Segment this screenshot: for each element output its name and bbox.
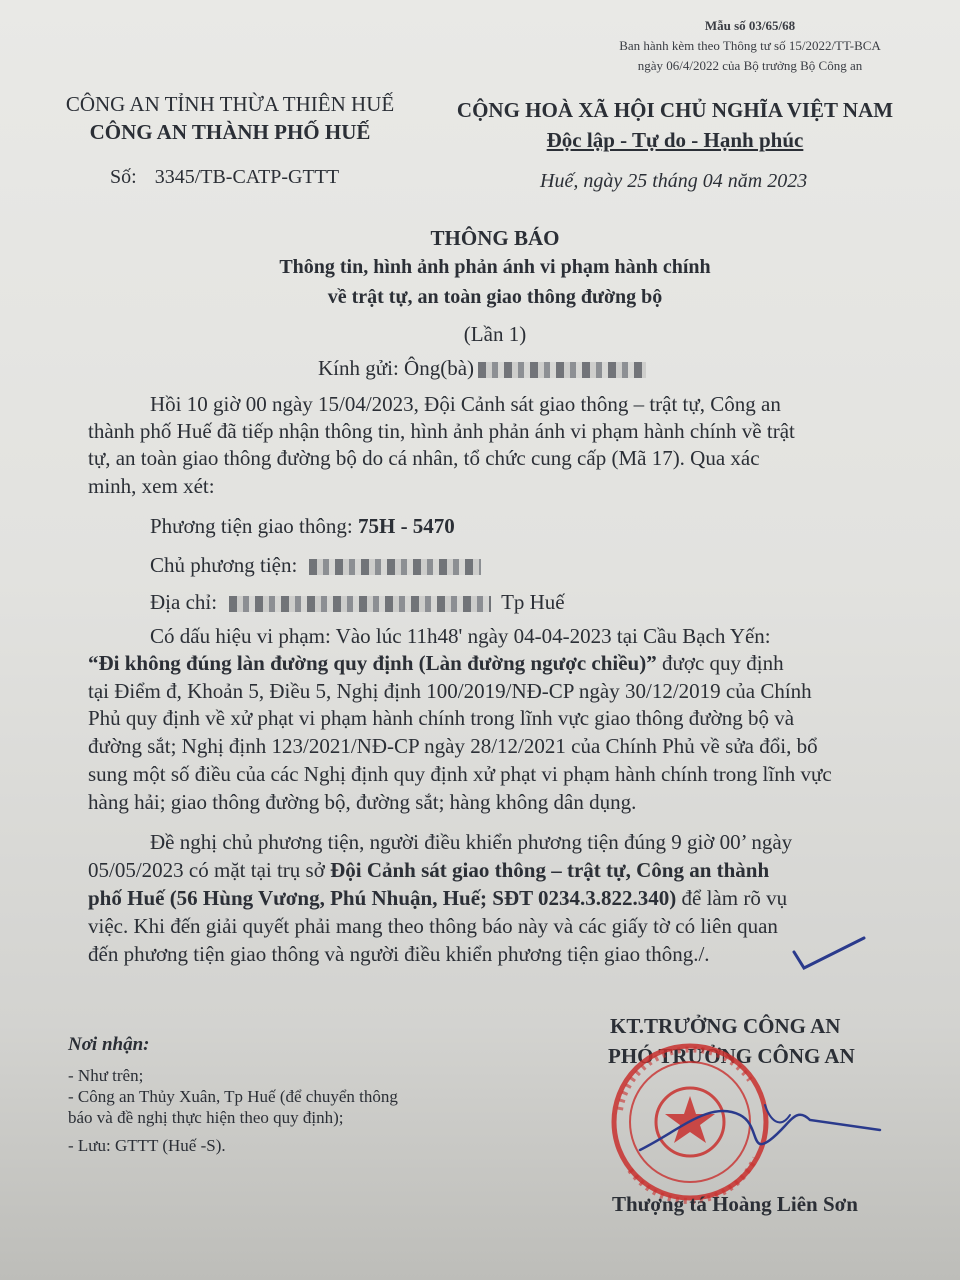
request-office: Đội Cảnh sát giao thông – trật tự, Công an thành <box>330 858 770 882</box>
violation-line: hàng hải; giao thông đường bộ, đường sắt; hàng không dân dụng. <box>88 790 637 814</box>
violation-type: “Đi không đúng làn đường quy định (Làn đường ngược chiều)” <box>88 651 657 675</box>
address-label: Địa chỉ: <box>150 590 218 614</box>
recipients-title: Nơi nhận: <box>68 1034 150 1055</box>
violation-line: tại Điểm đ, Khoản 5, Điều 5, Nghị định 100/2019/NĐ-CP ngày 30/12/2019 của Chính <box>88 679 812 703</box>
signer-name: Thượng tá Hoàng Liên Sơn <box>612 1192 858 1216</box>
recipient-item: - Công an Thủy Xuân, Tp Huế (để chuyển thông <box>68 1087 398 1106</box>
national-header <box>430 95 920 155</box>
document-number-value: 3345/TB-CATP-GTTT <box>154 166 340 188</box>
redacted-address <box>229 596 491 612</box>
owner-line <box>150 553 481 578</box>
form-code: Mẫu số 03/65/68 <box>704 18 796 33</box>
form-issuance-line: Ban hành kèm theo Thông tư số 15/2022/TT-BCA <box>619 38 881 53</box>
owner-label: Chủ phương tiện: <box>150 553 298 577</box>
signature-title-2: PHÓ TRƯỞNG CÔNG AN <box>608 1044 855 1068</box>
para1-line: thành phố Huế đã tiếp nhận thông tin, hình ảnh phản ánh vi phạm hành chính về trật <box>88 419 795 443</box>
violation-line: sung một số điều của các Nghị định quy định xử phạt vi phạm hành chính trong lĩnh vực <box>88 762 832 786</box>
document-subtitle-1: Thông tin, hình ảnh phản ánh vi phạm hành chính <box>279 256 711 278</box>
request-line <box>88 886 787 911</box>
violation-type-line <box>88 651 784 676</box>
vehicle-line <box>150 514 455 539</box>
address-city: Tp Huế <box>501 590 565 614</box>
request-line: Đề nghị chủ phương tiện, người điều khiển phương tiện đúng 9 giờ 00’ ngày <box>150 830 793 854</box>
signature-title-1: KT.TRƯỞNG CÔNG AN <box>610 1014 841 1038</box>
document-number <box>110 166 339 189</box>
vehicle-label: Phương tiện giao thông: <box>150 514 353 538</box>
request-address: phố Huế (56 Hùng Vương, Phú Nhuận, Huế; SĐT 0234.3.822.340) <box>88 886 677 910</box>
para1-line: Hồi 10 giờ 00 ngày 15/04/2023, Đội Cảnh sát giao thông – trật tự, Công an <box>150 392 781 416</box>
attempt-number: (Lần 1) <box>463 322 527 346</box>
address-line <box>150 590 565 615</box>
request-purpose: để làm rõ vụ <box>676 886 788 910</box>
document-number-label: Số: <box>110 166 137 188</box>
violation-after: được quy định <box>656 651 784 675</box>
recipient-line <box>318 356 646 381</box>
redacted-name <box>478 362 646 378</box>
issuer-province: CÔNG AN TỈNH THỪA THIÊN HUẾ <box>65 92 395 116</box>
recipient-item: - Lưu: GTTT (Huế -S). <box>68 1136 226 1155</box>
form-issuance-date: ngày 06/4/2022 của Bộ trưởng Bộ Công an <box>637 58 863 73</box>
violation-line: Có dấu hiệu vi phạm: Vào lúc 11h48' ngày 04-04-2023 tại Cầu Bạch Yến: <box>150 624 771 648</box>
violation-line: đường sắt; Nghị định 123/2021/NĐ-CP ngày 28/12/2021 của Chính Phủ về sửa đổi, bổ <box>88 734 818 758</box>
recipient-label: Kính gửi: Ông(bà) <box>318 356 475 380</box>
para1-line: tự, an toàn giao thông đường bộ do cá nhân, tổ chức cung cấp (Mã 17). Qua xác <box>88 446 760 470</box>
redacted-owner <box>309 559 481 575</box>
form-number-block <box>600 16 900 76</box>
violation-line: Phủ quy định về xử phạt vi phạm hành chính trong lĩnh vực giao thông đường bộ và <box>88 706 795 730</box>
vehicle-plate: 75H - 5470 <box>357 514 455 538</box>
issuer-city: CÔNG AN THÀNH PHỐ HUẾ <box>89 120 371 144</box>
handwritten-signature <box>620 1060 900 1200</box>
document-subtitle-2: về trật tự, an toàn giao thông đường bộ <box>327 286 663 308</box>
request-date: 05/05/2023 có mặt tại trụ sở <box>88 858 331 882</box>
country-name: CỘNG HOÀ XÃ HỘI CHỦ NGHĨA VIỆT NAM <box>456 98 894 122</box>
check-mark-icon <box>790 930 870 975</box>
para1-line: minh, xem xét: <box>88 474 215 498</box>
request-line: việc. Khi đến giải quyết phải mang theo thông báo này và các giấy tờ có liên quan <box>88 914 778 938</box>
national-motto: Độc lập - Tự do - Hạnh phúc <box>546 128 804 152</box>
document-title: THÔNG BÁO <box>430 226 560 250</box>
request-line <box>88 858 769 883</box>
recipient-item: báo và đề nghị thực hiện theo quy định); <box>68 1108 344 1127</box>
recipient-item: - Như trên; <box>68 1066 144 1085</box>
request-line: đến phương tiện giao thông và người điều khiển phương tiện giao thông./. <box>88 942 710 966</box>
document-date: Huế, ngày 25 tháng 04 năm 2023 <box>540 170 808 192</box>
issuer-header <box>40 90 420 146</box>
